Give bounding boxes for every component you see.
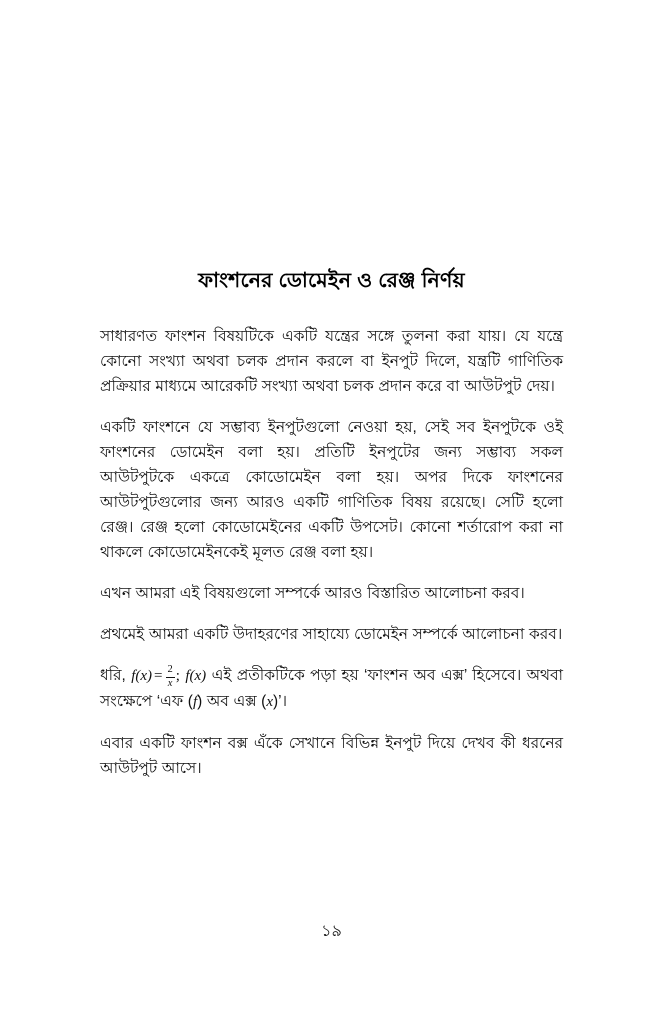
fraction-denominator: x [167,677,173,689]
inline-symbol-fx: f(x) [185,667,207,684]
body-paragraph-3: এখন আমরা এই বিষয়গুলো সম্পর্কে আরও বিস্তারিত আলোচনা করব। [100,584,525,602]
page-number: ১৯ [321,923,342,940]
equation-fraction [166,665,175,689]
body-paragraph-1: সাধারণত ফাংশন বিষয়টিকে একটি যন্ত্রের সঙ্গে তুলনা করা যায়। যে যন্ত্রে কোনো সংখ্যা অথবা চলক প্রদান করলে বা ইনপুট দিলে, যন্ত্রটি গাণিতিক প্রক্রিয়ার মাধ্যমে আরেকটি সংখ্যা অথবা চলক প্রদান করে বা আউটপুট দেয়। [100,327,563,395]
inline-symbol-f: f [192,694,198,711]
inline-equation [131,664,180,689]
inline-symbol-x: x [266,694,273,711]
page-title: ফাংশনের ডোমেইন ও রেঞ্জ নির্ণয় [198,269,465,292]
equation-terminator: ; [175,667,180,684]
math-lead-text: ধরি, [100,666,132,684]
fraction-numerator: 2 [166,665,175,678]
math-paragraph [100,663,563,716]
math-text-mid: ) অব এক্স ( [197,693,267,711]
body-paragraph-2: একটি ফাংশনে যে সম্ভাব্য ইনপুটগুলো নেওয়া হয়, সেই সব ইনপুটকে ওই ফাংশনের ডোমেইন বলা হয়। প্রতিটি ইনপুটের জন্য সম্ভাব্য সকল আউটপুটকে একত্রে কোডোমেইন বলা হয়। অপর দিকে ফাংশনের আউটপুটগুলোর জন্য আরও একটি গাণিতিক বিষয় রয়েছে। সেটি হলো রেঞ্জ। রেঞ্জ হলো কোডোমেইনের একটি উপসেট। কোনো শর্তারোপ করা না থাকলে কোডোমেইনকেই মূলত রেঞ্জ বলা হয়। [100,418,563,561]
equation-lhs: f(x) [131,667,153,684]
body-paragraph-final: এবার একটি ফাংশন বক্স এঁকে সেখানে বিভিন্ন ইনপুট দিয়ে দেখব কী ধরনের আউটপুট আসে। [100,735,563,778]
math-text-end: )’। [272,693,288,711]
equation-equals: = [154,667,163,684]
math-text-after: এই প্রতীকটিকে পড়া হয় ‘ফাংশন অব এক্স’ হিসেবে। অথবা সংক্ষেপে ‘এফ ( [100,666,563,711]
page-content [100,268,563,781]
body-paragraph-4: প্রথমেই আমরা একটি উদাহরণের সাহায্যে ডোমেইন সম্পর্কে আলোচনা করব। [100,625,563,643]
